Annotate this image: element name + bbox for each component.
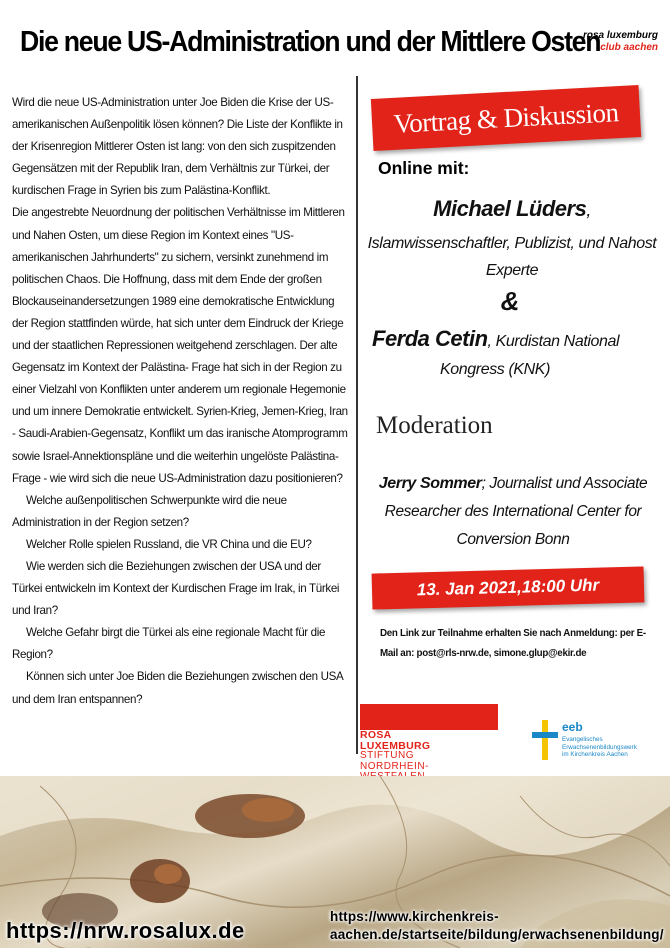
speaker2-block	[372, 325, 662, 384]
cross-icon	[530, 718, 560, 762]
kirchenkreis-url[interactable]: https://www.kirchenkreis-aachen.de/startseite/bildung/erwachsenenbildung/	[330, 909, 664, 942]
event-date-banner: 13. Jan 2021,18:00 Uhr	[372, 566, 645, 609]
eeb-name: eeb	[562, 720, 583, 734]
speaker2-name: Ferda Cetin	[372, 326, 488, 351]
question-item: Welche Gefahr birgt die Türkei als eine regionale Macht für die Region?	[12, 626, 326, 662]
rls-logo-text-sub: STIFTUNG NORDRHEIN-	[360, 750, 429, 772]
club-name-line2: club aachen	[600, 42, 658, 53]
moderation-heading: Moderation	[376, 412, 493, 439]
article-paragraph-2: Die angestrebte Neuordnung der politischen Verhältnisse im Mittleren und Nahen Osten, um diese Region im Kontext eines "US-amerikanischen Jahrhunderts" zu sichern, versinkt zunehmend im politischen Chaos. Die Hoffnung, dass mit dem Ende der großen Blockauseinandersetzungen 1989 eine demokratische Entwicklung der Region stattfinden würde, hat sich unter dem Eindruck der Kriege und der staatlichen Repressionen weitgehend zerschlagen. Der alte Gegensatz im Kontext der Palästina- Frage hat sich in der Region zu einer Vielzahl von Konflikten unter anderem um regionale Hegemonie und um innere Demokratie entwickelt. Syrien-Krieg, Jemen-Krieg, Iran - Saudi-Arabien-Gegensatz, Konflikt um das iranische Atomprogramm sowie Israel-Annektionspläne und die weiterhin ungelöste Palästina-Frage - wie wird sich die neue US-Administration dazu positionieren?	[12, 206, 348, 485]
question-item: Welcher Rolle spielen Russland, die VR China und die EU?	[26, 537, 312, 551]
question-item: Wie werden sich die Beziehungen zwischen der USA und der Türkei entwickeln im Kontext der Kurdischen Frage im Irak, in Türkei und Iran?	[12, 559, 340, 618]
speaker2-description-line2: Kongress (KNK)	[440, 361, 550, 378]
ampersand: &	[500, 286, 520, 316]
question-item: Welche außenpolitischen Schwerpunkte wird die neue Administration in der Region setzen?	[12, 493, 287, 529]
question-item: Können sich unter Joe Biden die Beziehungen zwischen den USA und dem Iran entspannen?	[12, 670, 343, 706]
rls-logo-bar	[360, 704, 498, 730]
rls-logo-text-main: ROSA LUXEMBURG	[360, 729, 431, 752]
moderator-name: Jerry Sommer	[378, 475, 482, 492]
moderator-description: ; Journalist und Associate Researcher des International Center for Conversion Bonn	[384, 475, 648, 548]
event-type-banner: Vortrag & Diskussion	[371, 85, 641, 151]
rosa-luxemburg-stiftung-logo	[360, 704, 500, 772]
speaker2-description: , Kurdistan National	[487, 333, 620, 350]
eeb-subtitle: Evangelisches Erwachsenenbildungswerk im Kirchenkreis Aachen	[562, 736, 637, 758]
column-divider	[356, 76, 358, 754]
registration-info: Den Link zur Teilnahme erhalten Sie nach Anmeldung: per E-Mail an: post@rls-nrw.de, simone.glup@ekir.de	[380, 628, 646, 659]
moderator-block	[360, 470, 666, 554]
speaker1-name: Michael Lüders,	[433, 196, 591, 221]
eeb-logo	[530, 718, 660, 768]
club-logo-text	[548, 30, 658, 54]
article-paragraph-1: Wird die neue US-Administration unter Joe Biden die Krise der US-amerikanischen Außenpolitik lösen können? Die Liste der Konflikte in der Krisenregion Mittlerer Osten ist lang: von den sich zuspitzenden Gegensätzen mit der Republik Iran, dem Verhältnis zur Türkei, der kurdischen Frage in Syrien bis zum Palästina-Konflikt.	[12, 96, 343, 198]
rosalux-url[interactable]: https://nrw.rosalux.de	[6, 918, 245, 943]
speaker1-description: Islamwissenschaftler, Publizist, und Nahost Experte	[367, 235, 657, 279]
article-body	[12, 92, 352, 711]
page-title: Die neue US-Administration und der Mittlere Osten	[20, 26, 601, 58]
online-with-label: Online mit:	[378, 158, 470, 178]
club-name-line1: rosa luxemburg	[582, 30, 658, 41]
